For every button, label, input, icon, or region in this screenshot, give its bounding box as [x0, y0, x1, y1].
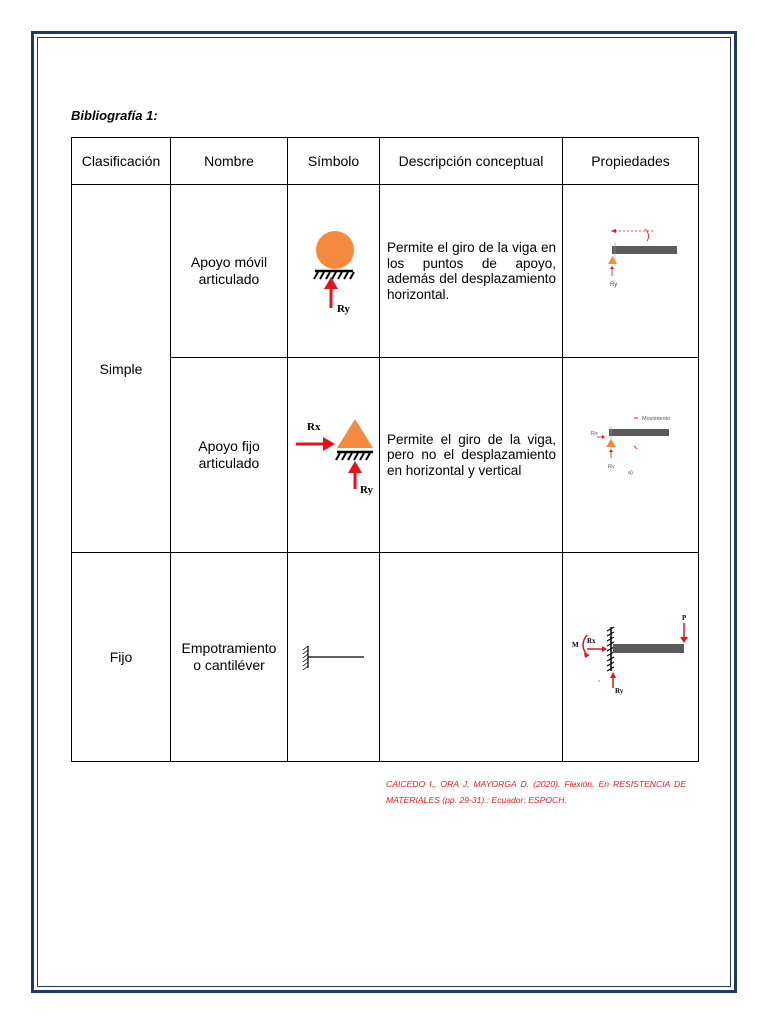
support-triangle-icon: [606, 439, 616, 447]
beam-icon: [609, 429, 669, 436]
description-cell: Permite el giro de la viga en los puntos de apoyo, además del desplazamiento horizontal.: [380, 185, 563, 358]
roller-circle-icon: [316, 231, 354, 269]
fixed-properties-diagram: [563, 553, 699, 762]
roller-properties-diagram: [563, 185, 699, 358]
pin-triangle-icon: [337, 419, 373, 448]
svg-text:Ry: Ry: [336, 303, 350, 315]
classification-simple: Simple: [72, 185, 171, 553]
beam-icon: [613, 644, 684, 653]
citation: CAICEDO I., ORA J, MAYORGA D. (2020). Flexión. En RESISTENCIA DE MATERIALES (pp. 29-31).: Ecuador: ESPOCH.: [386, 779, 686, 805]
header-descripcion: Descripción conceptual: [380, 138, 563, 185]
support-triangle-icon: [608, 256, 617, 264]
description-cell: Permite el giro de la viga, pero no el desplazamiento en horizontal y vertical: [380, 358, 563, 553]
name-cell: Apoyo fijo articulado: [171, 358, 288, 553]
svg-text:a): a): [627, 470, 633, 476]
header-nombre: Nombre: [171, 138, 288, 185]
svg-text:Ry: Ry: [609, 282, 617, 288]
svg-text:Rx: Rx: [306, 421, 320, 433]
roller-support-symbol: [288, 185, 380, 358]
fixed-support-symbol: [288, 553, 380, 762]
svg-text:P: P: [681, 614, 686, 622]
pin-properties-diagram: [563, 358, 699, 553]
table-row: [72, 553, 699, 762]
header-simbolo: Símbolo: [288, 138, 380, 185]
svg-text:M: M: [571, 641, 579, 649]
header-row: [72, 138, 699, 185]
description-cell: [380, 553, 563, 762]
classification-fijo: Fijo: [72, 553, 171, 762]
svg-text:Ry: Ry: [359, 484, 373, 495]
svg-text:Movimiento: Movimiento: [641, 416, 670, 422]
pin-support-symbol: [288, 358, 380, 553]
table-row: [72, 185, 699, 358]
svg-text:Ry: Ry: [614, 687, 623, 695]
bibliography-heading: Bibliografía 1:: [71, 108, 158, 123]
name-cell: Apoyo móvil articulado: [171, 185, 288, 358]
header-clasificacion: Clasificación: [72, 138, 171, 185]
name-cell: Empotramiento o cantiléver: [171, 553, 288, 762]
header-propiedades: Propiedades: [563, 138, 699, 185]
svg-text:Rx: Rx: [590, 431, 598, 437]
supports-table: [71, 137, 699, 762]
svg-text:Rx: Rx: [586, 637, 596, 645]
beam-icon: [612, 246, 677, 254]
svg-text:Ry: Ry: [607, 464, 615, 470]
